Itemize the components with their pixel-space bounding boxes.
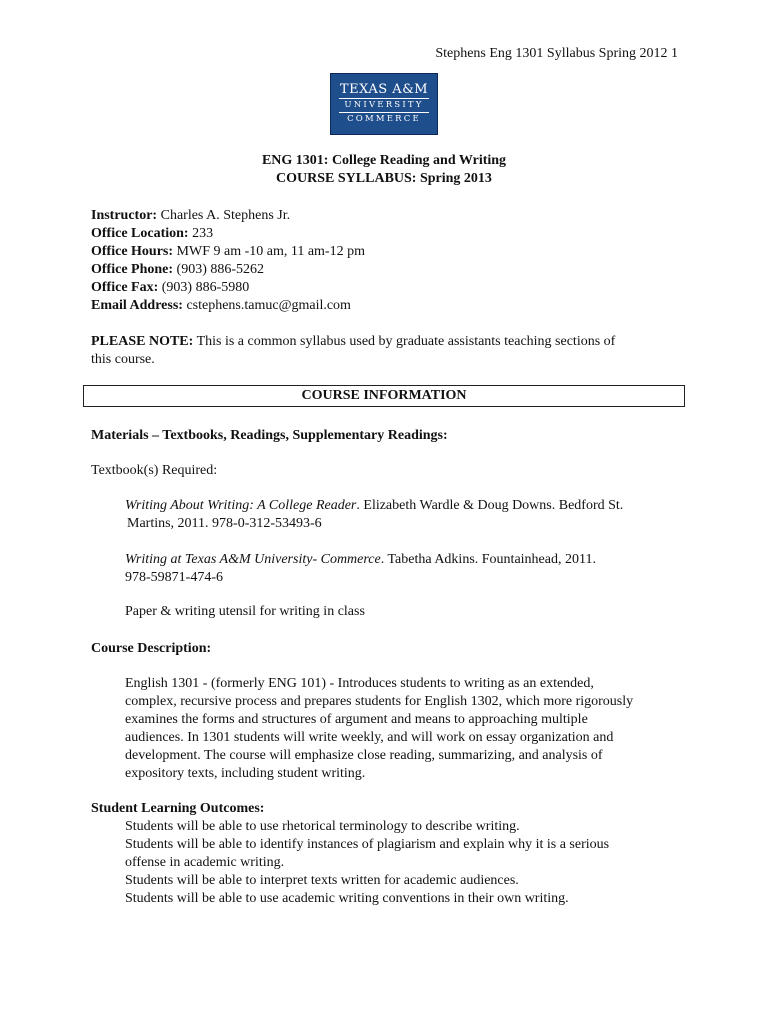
note-text-continued: this course. bbox=[91, 352, 155, 367]
paper-note: Paper & writing utensil for writing in class bbox=[125, 604, 365, 619]
logo-line-2: UNIVERSITY bbox=[344, 100, 424, 110]
university-logo bbox=[330, 73, 438, 135]
fax-label: Office Fax: bbox=[91, 280, 159, 295]
email-value: cstephens.tamuc@gmail.com bbox=[186, 298, 351, 313]
textbook-1 bbox=[125, 497, 623, 533]
fax-value: (903) 886-5980 bbox=[161, 280, 250, 295]
description-line: English 1301 - (formerly ENG 101) - Introduces students to writing as an extended, bbox=[125, 676, 594, 691]
description-body bbox=[125, 675, 633, 783]
phone-label: Office Phone: bbox=[91, 262, 174, 277]
textbook-1-isbn: Martins, 2011. 978-0-312-53493-6 bbox=[127, 516, 322, 531]
logo-rule bbox=[339, 98, 429, 99]
description-heading: Course Description: bbox=[91, 641, 212, 656]
hours-label: Office Hours: bbox=[91, 244, 174, 259]
textbook-1-title: Writing About Writing: A College Reader bbox=[125, 498, 357, 513]
note-text: This is a common syllabus used by graduate assistants teaching sections of bbox=[196, 334, 616, 349]
outcome-item: Students will be able to identify instances of plagiarism and explain why it is a serious bbox=[125, 837, 610, 852]
outcomes-heading: Student Learning Outcomes: bbox=[91, 801, 265, 816]
running-head: Stephens Eng 1301 Syllabus Spring 2012 1 bbox=[435, 46, 678, 61]
note-label: PLEASE NOTE: bbox=[91, 334, 194, 349]
logo-line-3: COMMERCE bbox=[347, 114, 421, 124]
email-row bbox=[91, 297, 365, 315]
phone-value: (903) 886-5262 bbox=[176, 262, 265, 277]
textbook-2-isbn: 978-59871-474-6 bbox=[125, 570, 223, 585]
please-note bbox=[91, 333, 615, 369]
textbook-2 bbox=[125, 551, 596, 587]
outcome-item-continued: offense in academic writing. bbox=[125, 855, 285, 870]
location-label: Office Location: bbox=[91, 226, 189, 241]
description-line: complex, recursive process and prepares students for English 1302, which more rigorously bbox=[125, 694, 634, 709]
hours-row bbox=[91, 243, 365, 261]
email-label: Email Address: bbox=[91, 298, 183, 313]
phone-row bbox=[91, 261, 365, 279]
description-line: development. The course will emphasize close reading, summarizing, and analysis of bbox=[125, 748, 603, 763]
location-value: 233 bbox=[192, 226, 214, 241]
section-heading-box: COURSE INFORMATION bbox=[83, 385, 685, 407]
outcome-item: Students will be able to use academic writing conventions in their own writing. bbox=[125, 891, 569, 906]
textbook-2-title: Writing at Texas A&M University- Commerce bbox=[125, 552, 381, 567]
textbooks-required: Textbook(s) Required: bbox=[91, 463, 218, 478]
description-line: examines the forms and structures of argument and means to approaching multiple bbox=[125, 712, 588, 727]
logo-rule bbox=[339, 112, 429, 113]
logo-line-1: TEXAS A&M bbox=[339, 82, 429, 97]
outcomes-list bbox=[125, 818, 609, 908]
instructor-value: Charles A. Stephens Jr. bbox=[160, 208, 291, 223]
course-title: ENG 1301: College Reading and Writing bbox=[261, 153, 507, 168]
description-line: expository texts, including student writing. bbox=[125, 766, 366, 781]
location-row bbox=[91, 225, 365, 243]
textbook-1-details: . Elizabeth Wardle & Doug Downs. Bedford St. bbox=[356, 498, 624, 513]
syllabus-title: COURSE SYLLABUS: Spring 2013 bbox=[276, 171, 492, 186]
hours-value: MWF 9 am -10 am, 11 am-12 pm bbox=[176, 244, 365, 259]
contact-block bbox=[91, 207, 365, 315]
materials-heading: Materials – Textbooks, Readings, Supplementary Readings: bbox=[91, 428, 448, 443]
outcome-item: Students will be able to interpret texts written for academic audiences. bbox=[125, 873, 519, 888]
instructor-row bbox=[91, 207, 365, 225]
outcome-item: Students will be able to use rhetorical terminology to describe writing. bbox=[125, 819, 520, 834]
textbook-2-details: . Tabetha Adkins. Fountainhead, 2011. bbox=[380, 552, 596, 567]
instructor-label: Instructor: bbox=[91, 208, 158, 223]
fax-row bbox=[91, 279, 365, 297]
description-line: audiences. In 1301 students will write weekly, and will work on essay organization and bbox=[125, 730, 614, 745]
